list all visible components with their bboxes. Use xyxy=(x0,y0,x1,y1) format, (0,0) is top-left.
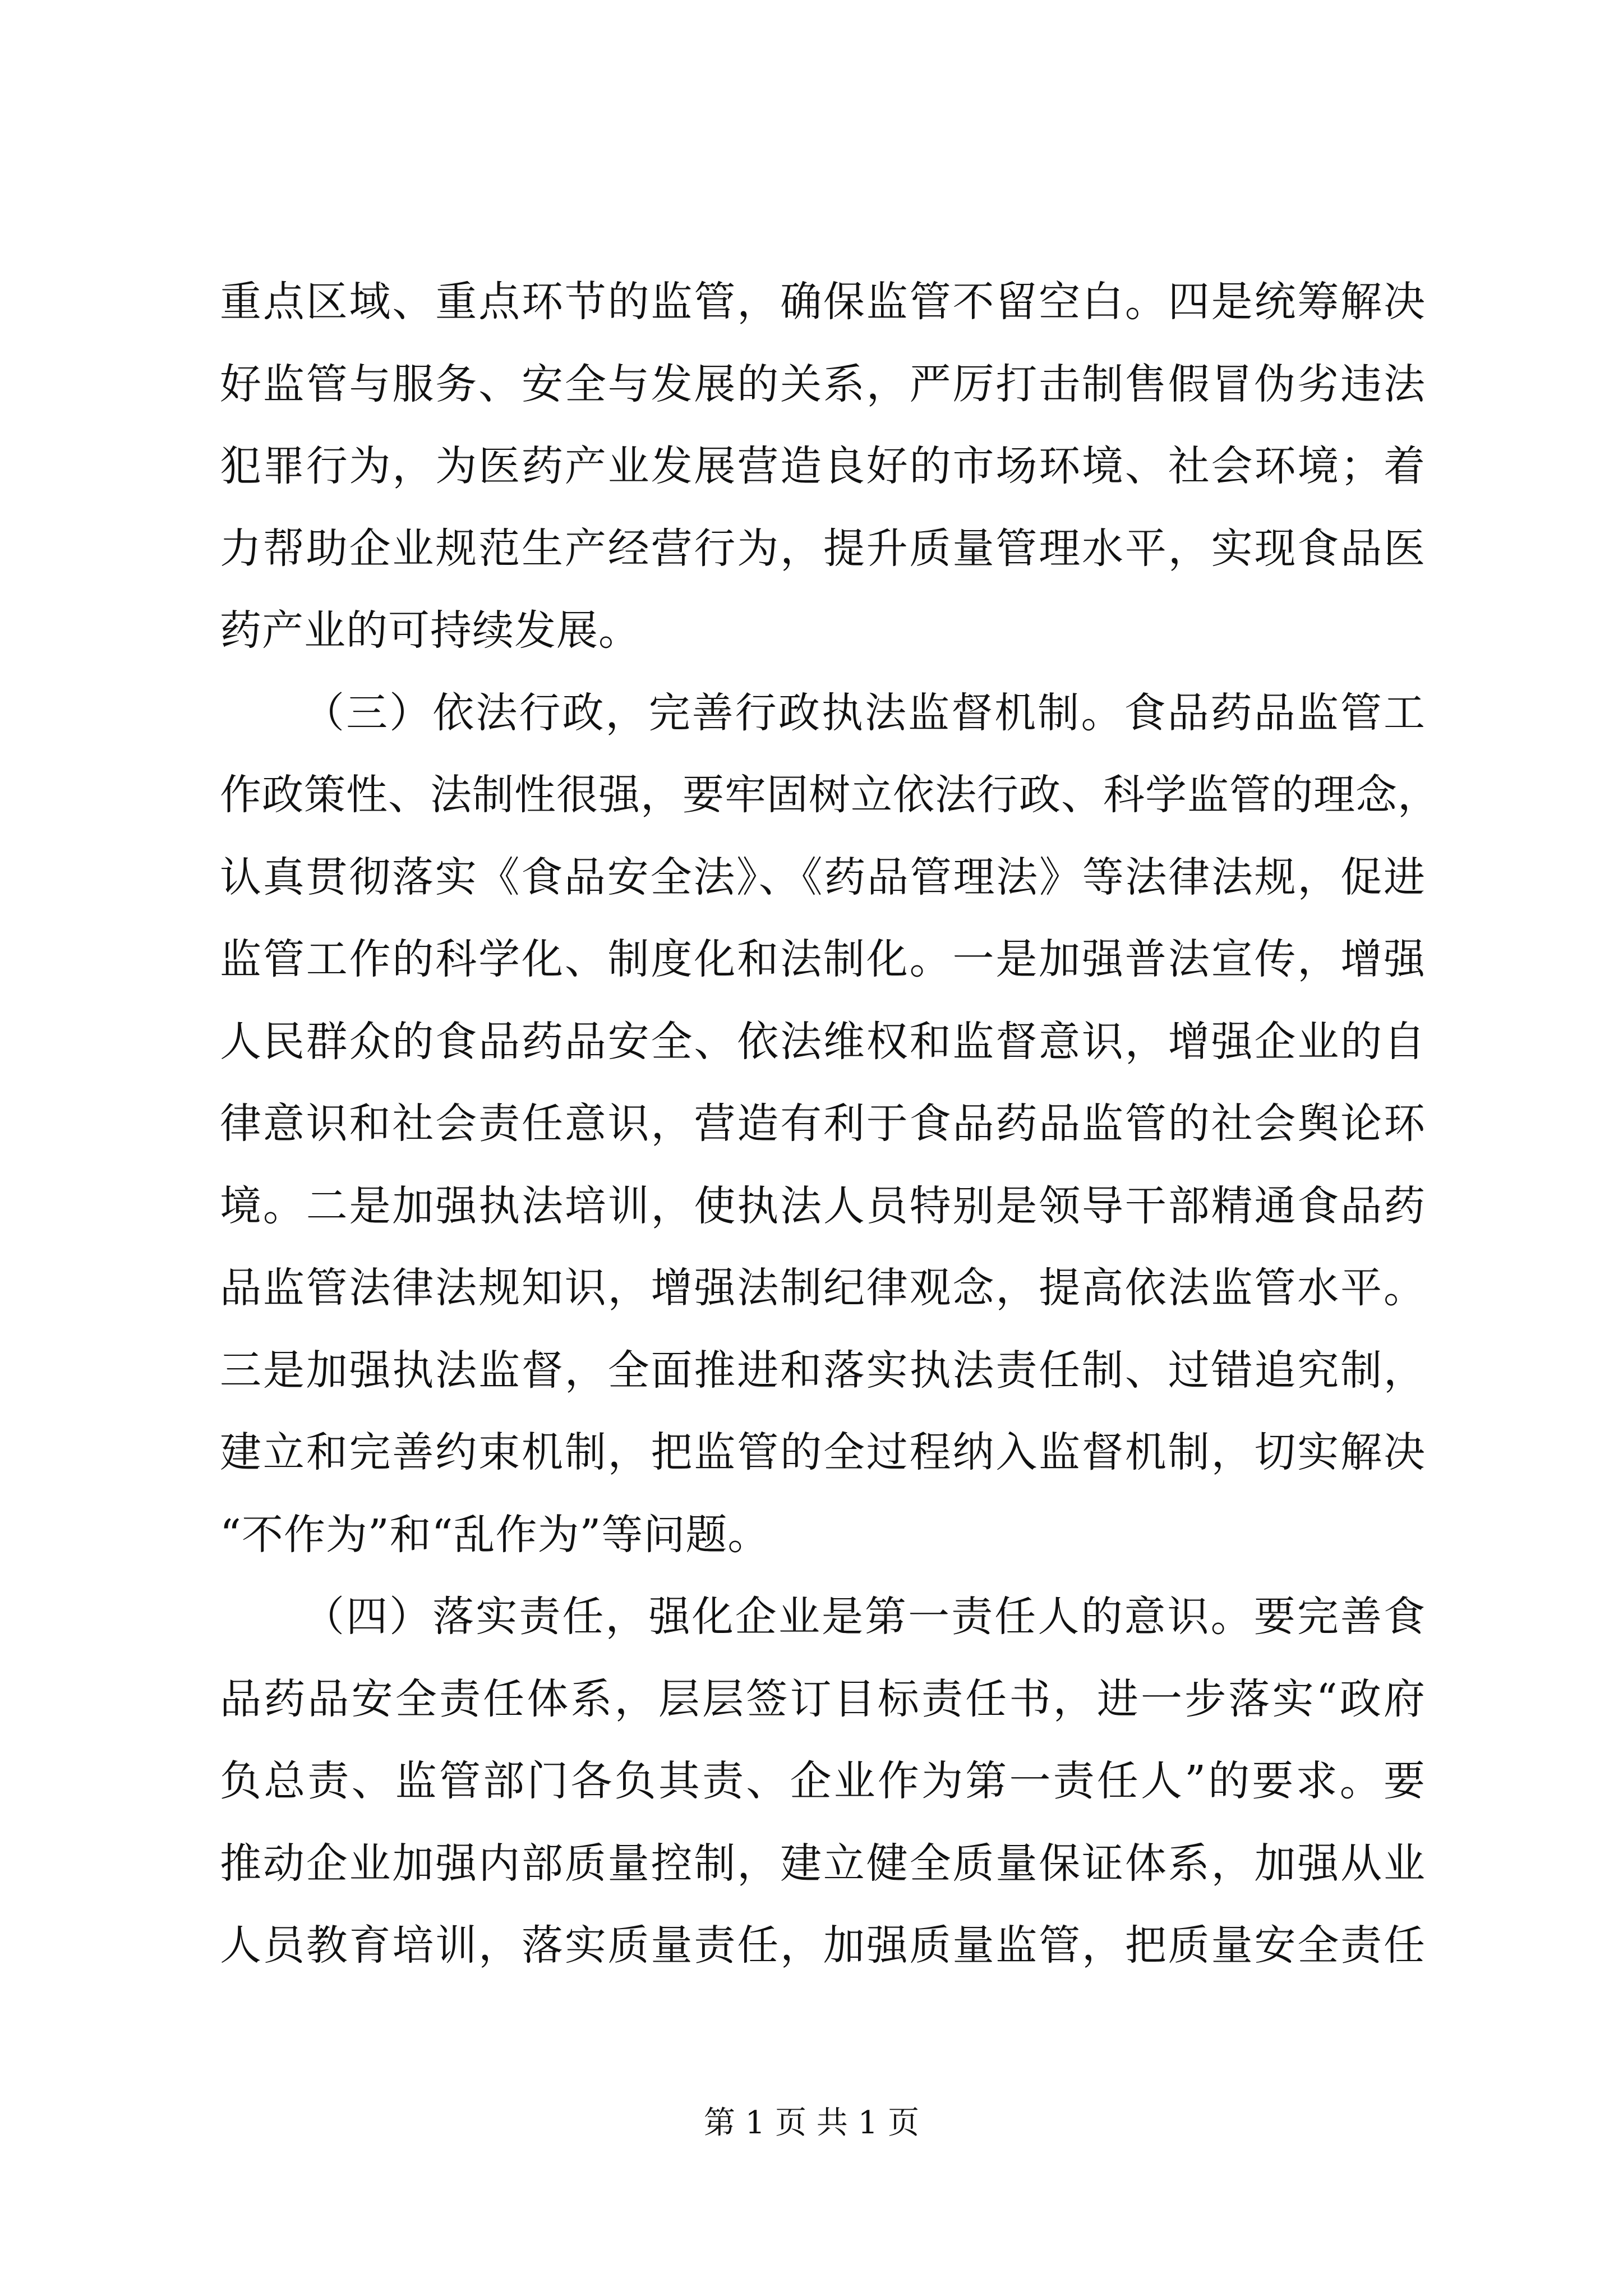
page-footer: 第 1 页 共 1 页 xyxy=(703,2105,920,2141)
text-line: 力帮助企业规范生产经营行为，提升质量管理水平，实现食品医 xyxy=(220,524,1426,573)
text-line: 推动企业加强内部质量控制，建立健全质量保证体系，加强从业 xyxy=(220,1839,1426,1888)
text-line: 药产业的可持续发展。 xyxy=(220,606,640,655)
text-line: 人员教育培训，落实质量责任，加强质量监管，把质量安全责任 xyxy=(220,1921,1426,1970)
section-heading-line: （四）落实责任，强化企业是第一责任人的意识。要完善食 xyxy=(303,1593,1426,1641)
text-line: “不作为”和“乱作为”等问题。 xyxy=(220,1510,770,1559)
text-line: 律意识和社会责任意识，营造有利于食品药品监管的社会舆论环 xyxy=(220,1099,1426,1148)
text-line: 建立和完善约束机制，把监管的全过程纳入监督机制，切实解决 xyxy=(220,1428,1426,1476)
text-line: 负总责、监管部门各负其责、企业作为第一责任人”的要求。要 xyxy=(220,1757,1426,1805)
text-line: 作政策性、法制性很强，要牢固树立依法行政、科学监管的理念， xyxy=(220,771,1440,819)
section-heading-line: （三）依法行政，完善行政执法监督机制。食品药品监管工 xyxy=(303,688,1426,737)
text-line: 三是加强执法监督，全面推进和落实执法责任制、过错追究制， xyxy=(220,1346,1426,1395)
text-line: 重点区域、重点环节的监管，确保监管不留空白。四是统筹解决 xyxy=(220,278,1426,326)
document-body xyxy=(220,261,1440,1987)
text-line: 品监管法律法规知识，增强法制纪律观念，提高依法监管水平。 xyxy=(220,1264,1426,1312)
text-line: 监管工作的科学化、制度化和法制化。一是加强普法宣传，增强 xyxy=(220,935,1426,983)
text-line: 品药品安全责任体系，层层签订目标责任书，进一步落实“政府 xyxy=(220,1674,1426,1723)
text-line: 犯罪行为，为医药产业发展营造良好的市场环境、社会环境；着 xyxy=(220,442,1426,490)
text-line: 人民群众的食品药品安全、依法维权和监督意识，增强企业的自 xyxy=(220,1017,1426,1066)
text-line: 境。二是加强执法培训，使执法人员特别是领导干部精通食品药 xyxy=(220,1181,1426,1230)
text-line: 认真贯彻落实《食品安全法》、《药品管理法》等法律法规，促进 xyxy=(220,853,1426,901)
text-line: 好监管与服务、安全与发展的关系，严厉打击制售假冒伪劣违法 xyxy=(220,360,1426,408)
